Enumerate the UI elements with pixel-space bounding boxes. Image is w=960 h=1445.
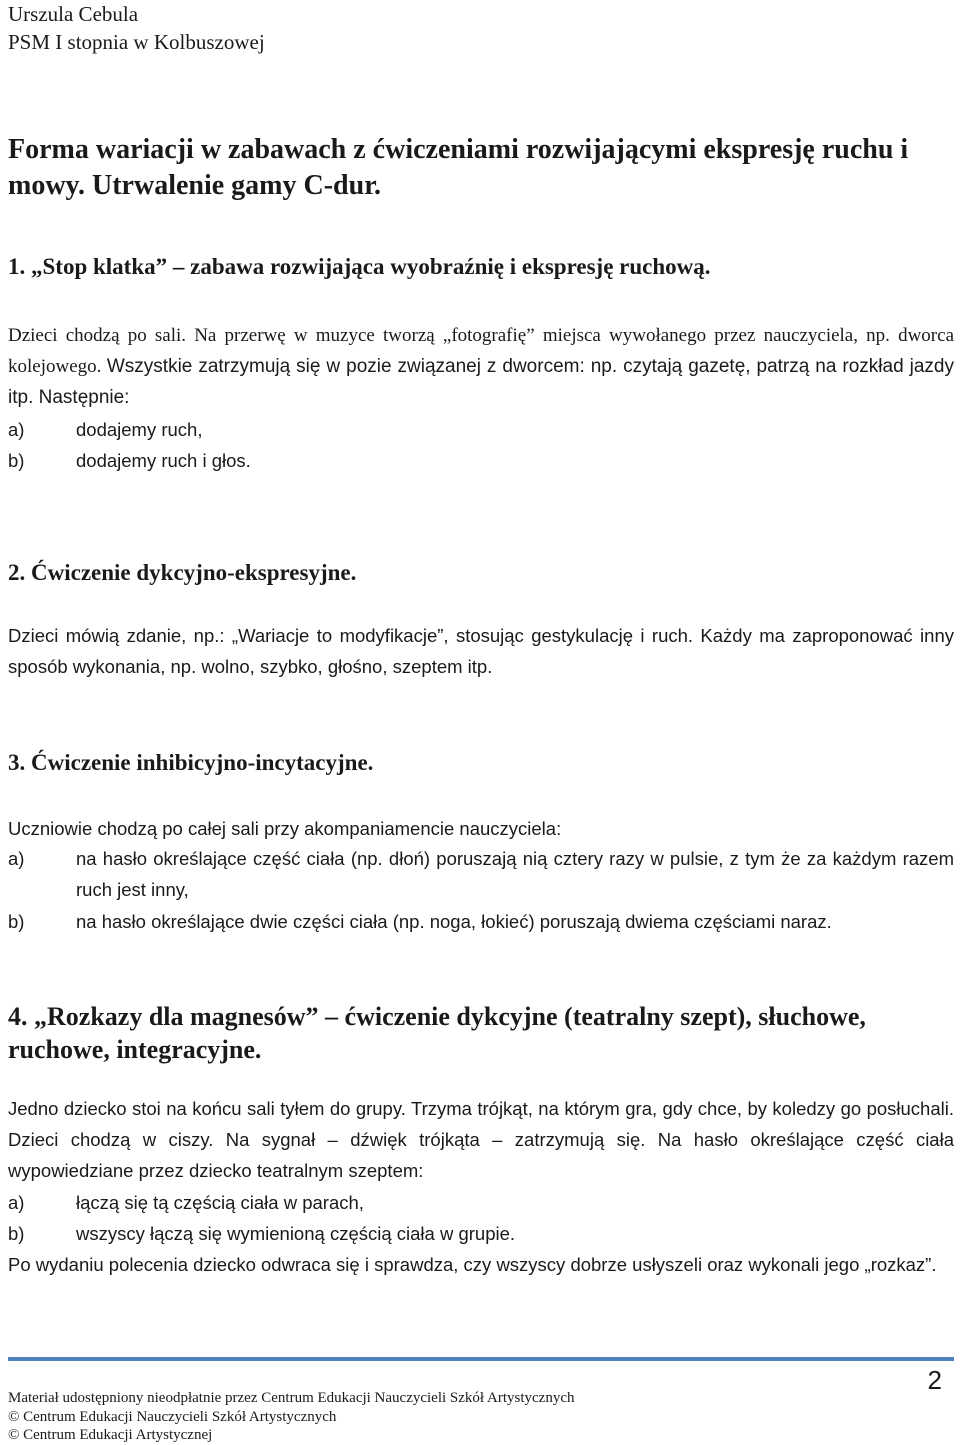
footer-line: © Centrum Edukacji Artystycznej (8, 1427, 213, 1443)
section-1-text-a: Dzieci chodzą po sali. Na przerwę w muzyce tworzą „fotografię” miejsca wywołanego przez nauczyciela, np. dworca kolejowego. (8, 325, 954, 377)
section-1-heading: 1. „Stop klatka” – zabawa rozwijająca wyobraźnię i ekspresję ruchową. (8, 254, 711, 279)
list-marker: b) (8, 911, 25, 932)
list-text: łączą się tą częścią ciała w parach, (76, 1192, 364, 1213)
list-text: wszyscy łączą się wymienioną częścią ciała w grupie. (76, 1223, 516, 1244)
list-marker: a) (8, 848, 25, 869)
section-2-heading: 2. Ćwiczenie dykcyjno-ekspresyjne. (8, 560, 357, 585)
author-name: Urszula Cebula (8, 2, 139, 26)
list-marker: b) (8, 1223, 25, 1244)
section-1-text-b: Wszystkie zatrzymują się w pozie związanej z dworcem: np. czytają gazetę, patrzą na rozkład jazdy itp. Następnie: (8, 356, 954, 408)
page-number: 2 (927, 1365, 942, 1395)
section-2-paragraph: Dzieci mówią zdanie, np.: „Wariacje to modyfikacje”, stosując gestykulację i ruch. Każdy ma zaproponować inny sposób wykonania, np. wolno, szybko, głośno, szeptem itp. (8, 625, 954, 677)
section-4-paragraph: Jedno dziecko stoi na końcu sali tyłem do grupy. Trzyma trójkąt, na którym gra, gdy chce, by koledzy go posłuchali. Dzieci chodzą w ciszy. Na sygnał – dźwięk trójkąta – zatrzymują się. Na hasło określające część ciała wypowiedziane przez dziecko teatralnym szeptem: (8, 1098, 954, 1181)
list-item (8, 906, 954, 937)
list-marker: b) (8, 450, 25, 471)
footer-line: Materiał udostępniony nieodpłatnie przez Centrum Edukacji Nauczycieli Szkół Artystycznych (8, 1390, 575, 1406)
section-4-closing: Po wydaniu polecenia dziecko odwraca się i sprawdza, czy wszyscy dobrze usłyszeli oraz wykonali jego „rozkaz”. (8, 1254, 937, 1275)
school-name: PSM I stopnia w Kolbuszowej (8, 30, 265, 54)
list-text: dodajemy ruch, (76, 419, 203, 440)
list-text: na hasło określające dwie części ciała (np. noga, łokieć) poruszają dwiema częściami naraz. (76, 911, 832, 932)
page-title: Forma wariacji w zabawach z ćwiczeniami rozwijającymi ekspresję ruchu i mowy. Utrwalenie gamy C-dur. (8, 134, 909, 201)
section-3-heading: 3. Ćwiczenie inhibicyjno-incytacyjne. (8, 750, 374, 775)
list-item (8, 1218, 954, 1249)
author-header (8, 0, 265, 56)
list-item (8, 414, 954, 445)
list-marker: a) (8, 419, 25, 440)
section-3-paragraph: Uczniowie chodzą po całej sali przy akompaniamencie nauczyciela: (8, 818, 562, 839)
footer-divider (8, 1357, 954, 1361)
list-item (8, 445, 954, 476)
section-4-heading: 4. „Rozkazy dla magnesów” – ćwiczenie dykcyjne (teatralny szept), słuchowe, ruchowe, integracyjne. (8, 1002, 866, 1064)
list-item (8, 1187, 954, 1218)
section-1-paragraph (8, 320, 954, 413)
list-marker: a) (8, 1192, 25, 1213)
list-text: dodajemy ruch i głos. (76, 450, 251, 471)
list-item (8, 843, 954, 905)
list-text: na hasło określające część ciała (np. dłoń) poruszają nią cztery razy w pulsie, z tym że za każdym razem ruch jest inny, (76, 848, 954, 900)
footer-line: © Centrum Edukacji Nauczycieli Szkół Artystycznych (8, 1409, 337, 1425)
